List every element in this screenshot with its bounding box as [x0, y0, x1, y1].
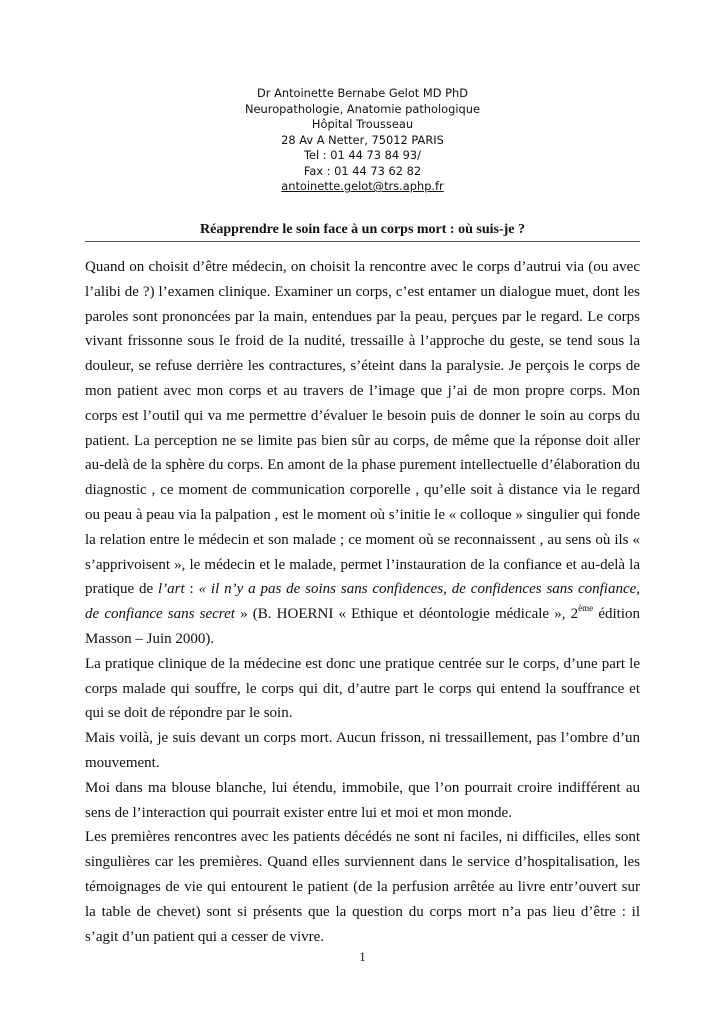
edition-superscript: ème	[578, 603, 594, 614]
author-name: Dr Antoinette Bernabe Gelot MD PhD	[257, 86, 468, 100]
paragraph-1	[85, 255, 640, 652]
document-body	[85, 255, 640, 949]
author-header	[0, 86, 725, 195]
phone-number: Tel : 01 44 73 84 93/	[303, 148, 422, 162]
page-number: 1	[359, 950, 366, 964]
paragraph-1-end: édition Masson – Juin 2000).	[85, 606, 640, 647]
paragraph-5: Les premières rencontres avec les patients décédés ne sont ni faciles, ni difficiles, elles sont singulières car les premières. Quand elles surviennent dans le service d’hospitalisation, les témoignages de vie qui entourent le patient (de la perfusion arrêtée au livre entr’ouvert sur la table de chevet) sont si présents que la question du corps mort n’a pas lieu d’être : il s’agit d’un patient qui a cesser de vivre.	[85, 829, 640, 945]
paragraph-1-text: Quand on choisit d’être médecin, on choisit la rencontre avec le corps d’autrui via (ou avec l’alibi de ?) l’examen clinique. Examiner un corps, c’est entamer un dialogue muet, dont les paroles sont prononcées par la main, entendues par la peau, perçues par le regard. Le corps vivant frissonne sous le froid de la nudité, tressaille à l’approche du geste, se tend sous la douleur, se refuse derrière les contractures, s’éteint dans la paralysie. Je perçois le corps de mon patient avec mon corps et au travers de l’image que j’ai de mon propre corps. Mon corps est l’outil qui va me permettre d’évaluer le besoin puis de donner le soin au corps du patient. La perception ne se limite pas bien sûr au corps, de même que la réponse doit aller au-delà de la sphère du corps. En amont de la phase purement intellectuelle d’élaboration du diagnostic , ce moment de communication corporelle , qu’elle soit à distance via le regard ou peau à peau via la palpation , est le moment où s’initie le « colloque » singulier qui fonde la relation entre le médecin et son malade ; ce moment où se reconnaissent , au sens où ils « s’apprivoisent », le médecin et le malade, permet l’instauration de la confiance et au-delà la pratique de	[85, 259, 640, 598]
paragraph-1-colon: :	[184, 581, 194, 598]
paragraph-3: Mais voilà, je suis devant un corps mort. Aucun frisson, ni tressaillement, pas l’ombre d’un mouvement.	[85, 730, 640, 771]
paragraph-1-reference: » (B. HOERNI « Ethique et déontologie médicale », 2	[234, 606, 579, 623]
hospital-address: 28 Av A Netter, 75012 PARIS	[281, 132, 444, 147]
paragraph-4: Moi dans ma blouse blanche, lui étendu, immobile, que l’on pourrait croire indifférent au sens de l’interaction qui pourrait exister entre lui et moi et mon monde.	[85, 779, 640, 821]
paragraph-2: La pratique clinique de la médecine est donc une pratique centrée sur le corps, d’une part le corps malade qui souffre, le corps qui dit, d’autre part le corps qui entend la souffrance et qui se doit de répondre par le soin.	[85, 655, 640, 722]
email-link[interactable]: antoinette.gelot@trs.aphp.fr	[281, 179, 444, 193]
paragraph-1-art: l’art	[158, 581, 185, 598]
paragraph-1-quote: « il n’y a pas de soins sans confidences, de confidences sans confiance, de confiance sans secret	[85, 581, 641, 623]
author-specialty: Neuropathologie, Anatomie pathologique	[245, 101, 480, 116]
fax-number: Fax : 01 44 73 62 82	[303, 163, 422, 178]
hospital-name: Hôpital Trousseau	[311, 117, 414, 131]
document-title: Réapprendre le soin face à un corps mort : où suis-je ?	[85, 221, 640, 242]
